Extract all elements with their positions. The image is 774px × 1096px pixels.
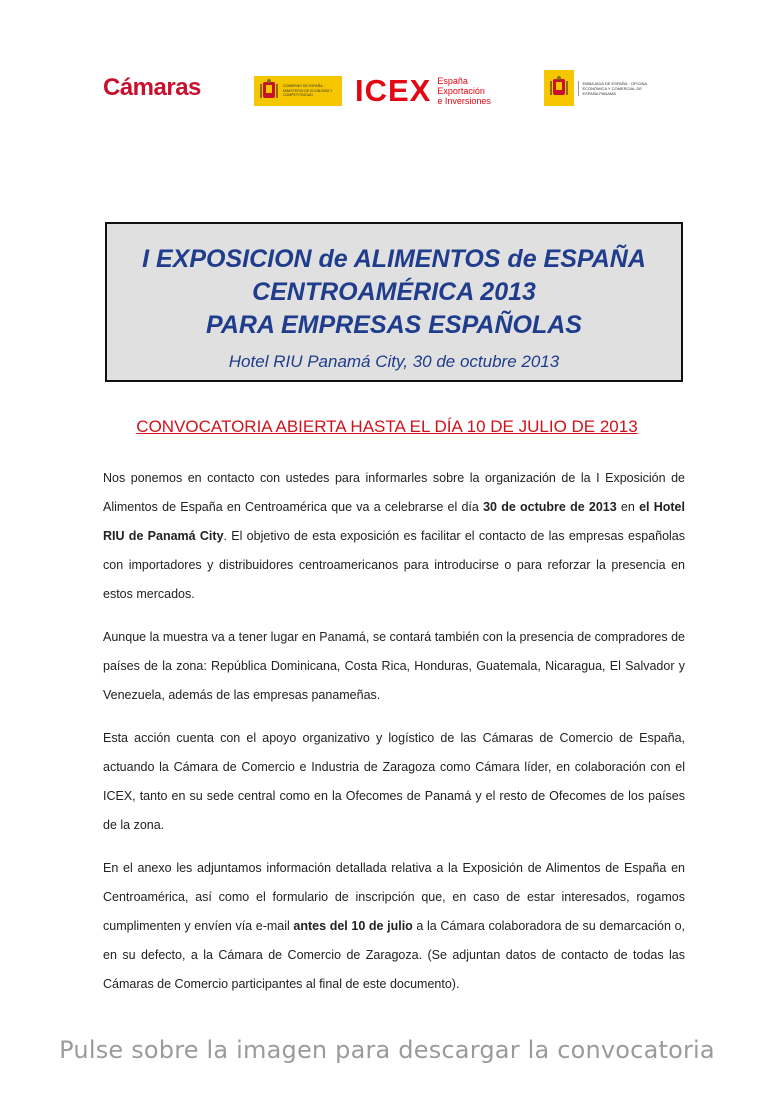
icex-line-1: España [437,76,468,86]
icex-line-3: e Inversiones [437,96,491,106]
embajada-logo [544,70,656,106]
paragraph-1 [103,464,685,609]
p1-venue: el Hotel RIU de Panamá City [103,500,685,543]
deadline-notice: CONVOCATORIA ABIERTA HASTA EL DÍA 10 DE JULIO DE 2013 [136,417,638,436]
icex-subtitle [437,76,491,106]
p1-text-a: Nos ponemos en contacto con ustedes para informarles sobre la organización de la I Exposición de Alimentos de España en Centroamérica que va a celebrarse el día [103,471,685,514]
icex-mark: ICEX [355,73,432,108]
title-line-3: PARA EMPRESAS ESPAÑOLAS [206,311,582,339]
coat-of-arms-icon [548,76,570,100]
download-convocatoria-link[interactable]: Pulse sobre la imagen para descargar la convocatoria [59,1036,715,1064]
p1-event-date: 30 de octubre de 2013 [483,500,617,514]
paragraph-2: Aunque la muestra va a tener lugar en Panamá, se contará también con la presencia de compradores de países de la zona: República Dominicana, Costa Rica, Honduras, Guatemala, Nicaragua, El Salvador y Venezuela, además de las empresas panameñas. [103,630,685,702]
paragraph-4 [103,854,685,999]
title-line-1: I EXPOSICION de ALIMENTOS de ESPAÑA [142,245,646,273]
gobierno-text: GOBIERNO DE ESPAÑA · MINISTERIO DE ECONOMÍA Y COMPETITIVIDAD [283,84,333,98]
icex-logo [355,74,491,108]
embajada-text: EMBAJADA DE ESPAÑA · OFICINA ECONÓMICA Y COMERCIAL DE ESPAÑA PANAMÁ [578,81,656,96]
event-venue-date: Hotel RIU Panamá City, 30 de octubre 2013 [228,352,560,371]
p4-text-c: a la Cámara colaboradora de su demarcación o, en su defecto, a la Cámara de Comercio de Zaragoza. (Se adjuntan datos de contacto de todas las Cámaras de Comercio participantes al final de este documento). [103,919,685,991]
coat-of-arms-icon [258,79,280,103]
paragraph-3: Esta acción cuenta con el apoyo organizativo y logístico de las Cámaras de Comercio de España, actuando la Cámara de Comercio e Industria de Zaragoza como Cámara líder, en colaboración con el ICEX, tanto en su sede central como en la Ofecomes de Panamá y el resto de Ofecomes de los países de la zona. [103,731,685,832]
logo-bar [0,68,774,112]
embajada-yellow-block [544,70,574,106]
title-line-2: CENTROAMÉRICA 2013 [252,278,536,306]
document-body [103,464,685,1013]
camaras-logo: Cámaras [103,74,201,101]
p1-text-e: . El objetivo de esta exposición es facilitar el contacto de las empresas españolas con importadores y distribuidores centroamericanos para introducirse o para reforzar la presencia en estos mercados. [103,529,686,601]
p4-text-a: En el anexo les adjuntamos información detallada relativa a la Exposición de Alimentos de España en Centroamérica, así como el formulario de inscripción que, en caso de estar interesados, rogamos cumplimenten y envíen vía e-mail [103,861,685,933]
p4-deadline: antes del 10 de julio [293,919,413,933]
gobierno-espana-logo [254,76,342,106]
icex-line-2: Exportación [437,86,485,96]
p1-text-c: en [616,500,640,514]
event-title-box [105,222,683,382]
